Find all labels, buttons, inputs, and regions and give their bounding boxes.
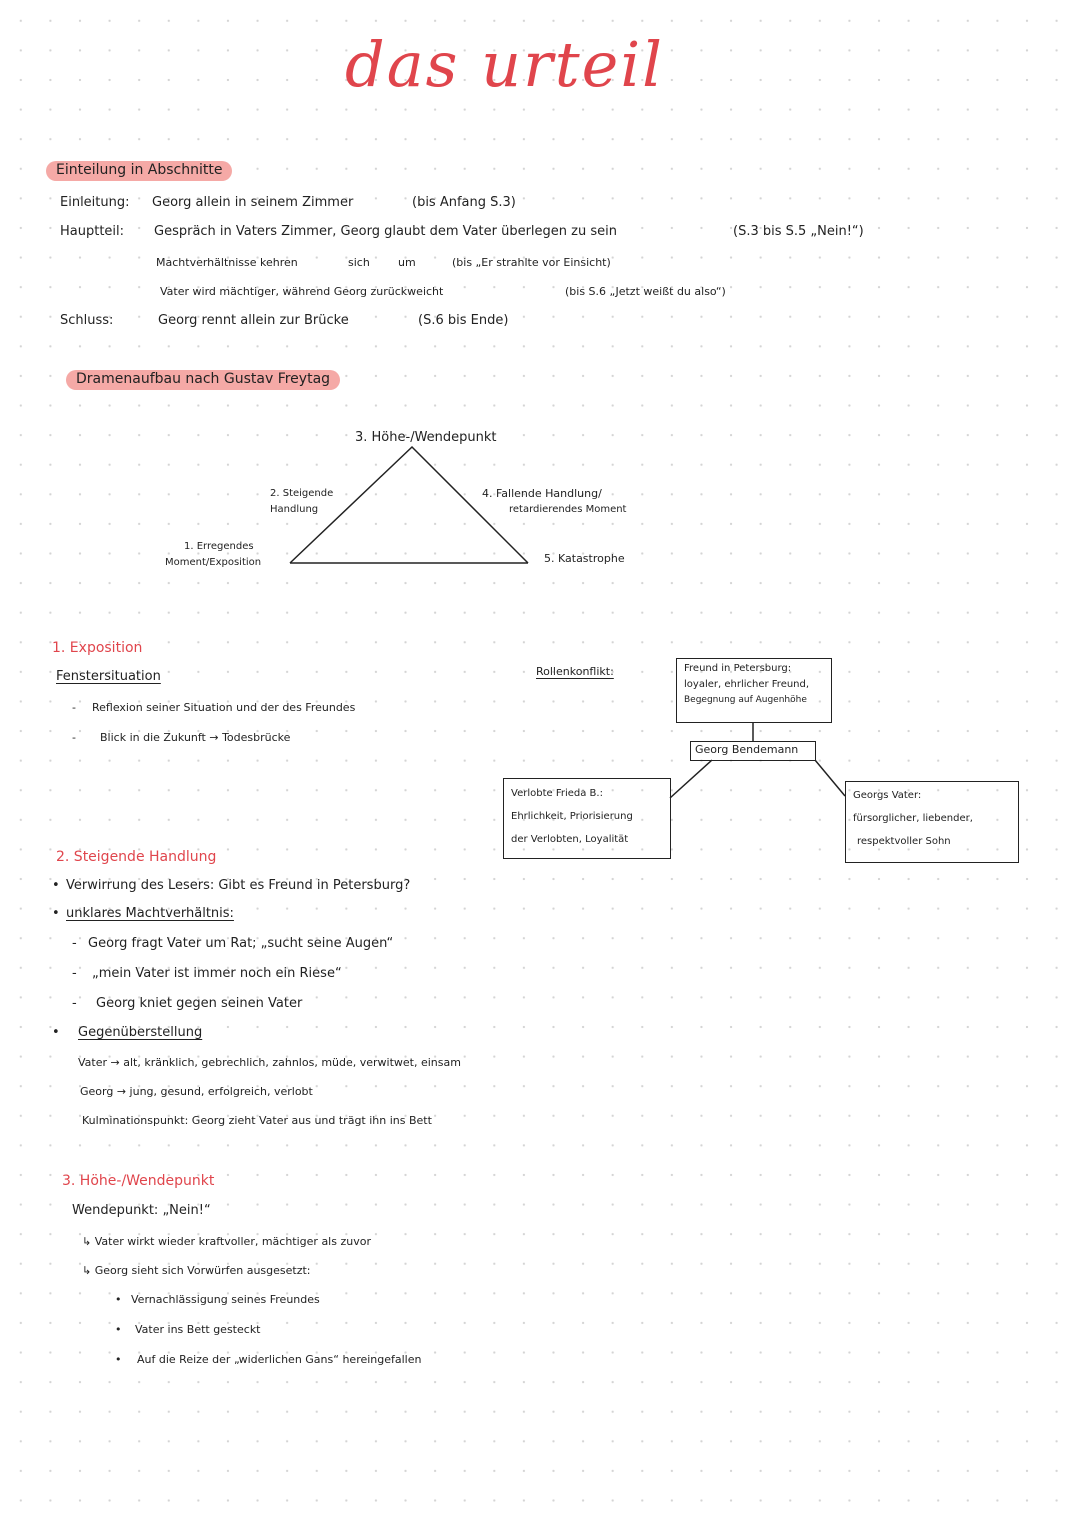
hauptteil-label: Hauptteil: [60,224,125,239]
freytag-point-3: 3. Höhe-/Wendepunkt [355,430,497,445]
freytag-point-1-line-1: 1. Erregendes [184,541,254,552]
hauptteil-line-3: Vater wird mächtiger, während Georg zurückweicht [160,285,444,298]
bullet-dot: • [52,906,60,921]
einleitung-text: Georg allein in seinem Zimmer [152,195,354,210]
role-box-freund-line-1: Freund in Petersburg: [684,663,792,674]
steigende-bullet-1: Verwirrung des Lesers: Gibt es Freund in Petersburg? [66,878,411,893]
hauptteil-line-1: Gespräch in Vaters Zimmer, Georg glaubt dem Vater überlegen zu sein [154,224,617,239]
role-box-freund [676,658,832,723]
bullet-dot: • [115,1293,122,1306]
einleitung-ref: (bis Anfang S.3) [412,195,516,210]
section-heading-freytag: Dramenaufbau nach Gustav Freytag [66,370,340,390]
section-heading-einteilung: Einteilung in Abschnitte [46,161,232,181]
hauptteil-line-3-ref: (bis S.6 „Jetzt weißt du also“) [565,285,726,298]
connector-right [815,760,845,796]
role-box-vater-line-3: respektvoller Sohn [857,836,951,847]
role-box-georg-text: Georg Bendemann [695,743,799,756]
freytag-point-1-line-2: Moment/Exposition [165,557,262,568]
exposition-bullet-1: Reflexion seiner Situation und der des Freundes [92,701,356,714]
hoehe-bullet-1: Vernachlässigung seines Freundes [131,1293,320,1306]
hoehe-arrow-2: ↳ Georg sieht sich Vorwürfen ausgesetzt: [82,1264,311,1277]
role-box-freund-line-2: loyaler, ehrlicher Freund, [684,679,810,690]
schluss-label: Schluss: [60,313,114,328]
role-box-verlobte-line-1: Verlobte Frieda B.: [511,788,603,799]
role-box-verlobte [503,778,671,859]
pyramid-sides [290,447,528,563]
bullet-dot: • [52,878,60,893]
steigende-sub-1: Georg fragt Vater um Rat; „sucht seine Augen“ [88,936,394,951]
role-box-vater-line-2: fürsorglicher, liebender, [853,813,973,824]
hauptteil-line-2b: sich [348,256,370,269]
freytag-point-2-line-1: 2. Steigende [270,488,334,499]
einleitung-label: Einleitung: [60,195,130,210]
bullet-dash: - [72,731,76,744]
freytag-point-4-line-2: retardierendes Moment [509,504,627,515]
freytag-pyramid [290,447,528,563]
hoehe-arrow-1: ↳ Vater wirkt wieder kraftvoller, mächtiger als zuvor [82,1235,371,1248]
bullet-dot: • [115,1323,122,1336]
comparison-georg: Georg → jung, gesund, erfolgreich, verlobt [80,1085,313,1098]
hauptteil-line-2-ref: (bis „Er strahlte vor Einsicht) [452,256,611,269]
role-box-freund-line-3: Begegnung auf Augenhöhe [684,695,807,705]
role-box-vater-line-1: Georgs Vater: [853,790,922,801]
section-heading-steigende: 2. Steigende Handlung [56,849,217,865]
hauptteil-line-2a: Machtverhältnisse kehren [156,256,298,269]
role-box-verlobte-line-3: der Verlobten, Loyalität [511,834,629,845]
exposition-bullet-2: Blick in die Zukunft → Todesbrücke [100,731,291,744]
hoehe-bullet-3: Auf die Reize der „widerlichen Gans“ hereingefallen [137,1353,422,1366]
freytag-point-2-line-2: Handlung [270,504,319,515]
kulminationspunkt: Kulminationspunkt: Georg zieht Vater aus und trägt ihn ins Bett [82,1114,432,1127]
page-title: das urteil [345,28,665,101]
bullet-dash: - [72,996,77,1011]
exposition-subheading: Fenstersituation [56,669,161,684]
schluss-ref: (S.6 bis Ende) [418,313,509,328]
steigende-sub-2: „mein Vater ist immer noch ein Riese“ [92,966,342,981]
hoehe-bullet-2: Vater ins Bett gesteckt [135,1323,261,1336]
steigende-sub-3: Georg kniet gegen seinen Vater [96,996,303,1011]
freytag-point-4-line-1: 4. Fallende Handlung/ [482,487,602,500]
bullet-dash: - [72,701,76,714]
bullet-dot: • [52,1025,60,1040]
freytag-point-5: 5. Katastrophe [544,552,625,565]
role-box-verlobte-line-2: Ehrlichkeit, Priorisierung [511,811,633,822]
steigende-bullet-3: Gegenüberstellung [78,1025,203,1040]
comparison-vater: Vater → alt, kränklich, gebrechlich, zahnlos, müde, verwitwet, einsam [78,1056,461,1069]
connector-left [670,760,712,798]
schluss-text: Georg rennt allein zur Brücke [158,313,349,328]
hauptteil-line-2c: um [398,256,416,269]
wendepunkt-line: Wendepunkt: „Nein!“ [72,1203,211,1218]
section-heading-exposition: 1. Exposition [52,640,143,656]
bullet-dash: - [72,966,77,981]
bullet-dash: - [72,936,77,951]
rollenkonflikt-label: Rollenkonflikt: [536,665,614,678]
hauptteil-line-1-ref: (S.3 bis S.5 „Nein!“) [733,224,864,239]
role-box-georg [690,741,816,761]
role-box-vater [845,781,1019,863]
section-heading-hoehe: 3. Höhe-/Wendepunkt [62,1173,215,1189]
steigende-bullet-2: unklares Machtverhältnis: [66,906,234,921]
bullet-dot: • [115,1353,122,1366]
